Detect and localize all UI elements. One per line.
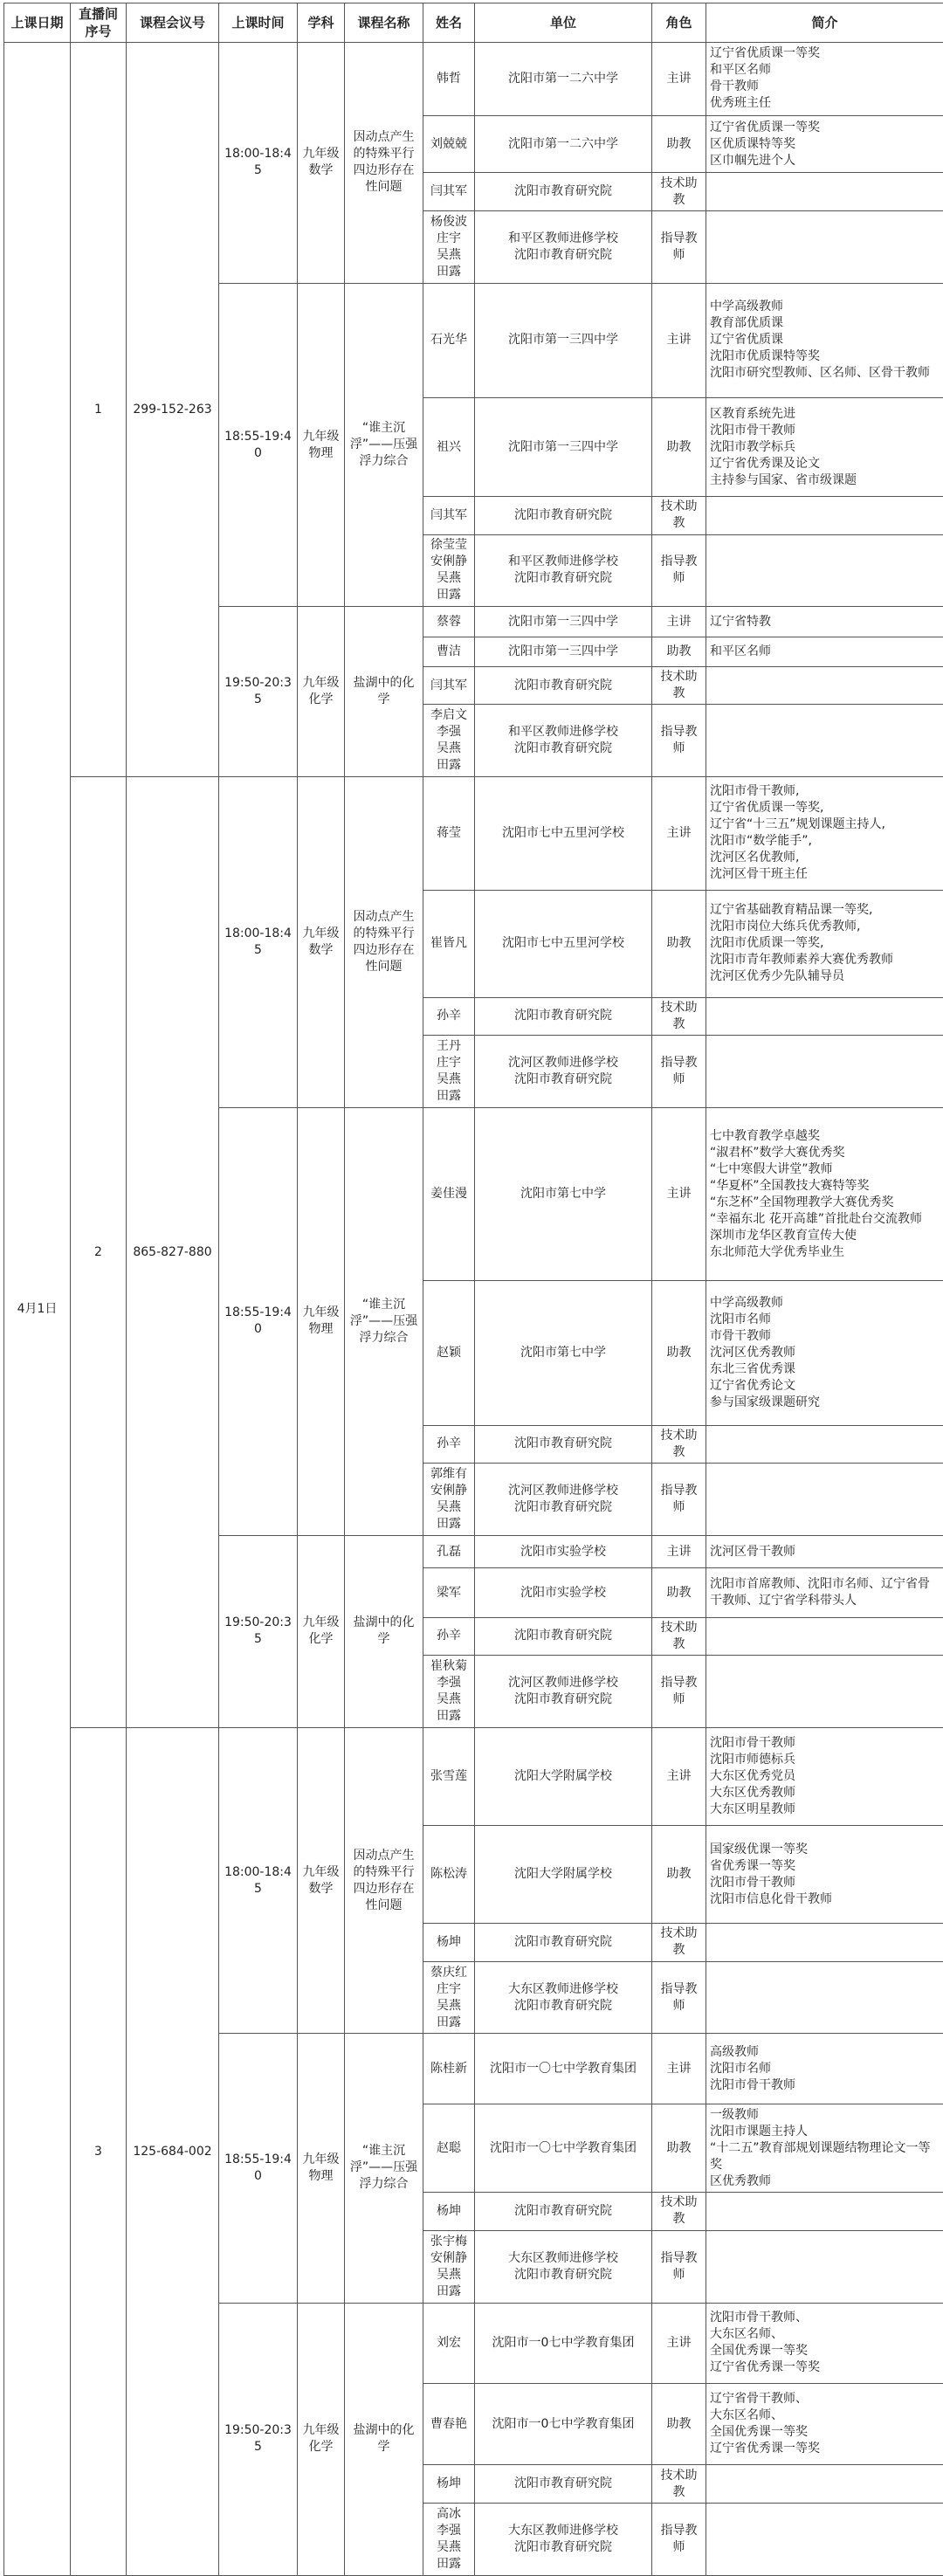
person-unit: 沈阳市实验学校 [475, 1535, 652, 1567]
person-role: 指导教师 [652, 534, 706, 607]
person-unit: 沈阳市一0七中学教育集团 [475, 2303, 652, 2384]
person-bio: 辽宁省特教 [706, 607, 943, 637]
person-bio: 中学高级教师 教育部优质课 辽宁省优质课 沈阳市优质课特等奖 沈阳市研究型教师、区名师、区骨干教师 [706, 283, 943, 397]
person-role: 主讲 [652, 607, 706, 637]
person-bio [706, 1656, 943, 1728]
person-unit: 沈阳市第一三四中学 [475, 398, 652, 497]
person-bio [706, 1036, 943, 1108]
person-unit: 沈阳市教育研究院 [475, 2465, 652, 2503]
person-role: 助教 [652, 890, 706, 997]
meeting-id: 299-152-263 [127, 43, 219, 777]
person-unit: 沈阳市七中五里河学校 [475, 890, 652, 997]
schedule-table [3, 3, 943, 2576]
person-name: 杨俊波 庄宇 吴燕 田露 [423, 210, 475, 283]
session-subject: 九年级物理 [298, 283, 345, 607]
person-name: 徐莹莹 安俐静 吴燕 田露 [423, 534, 475, 607]
person-name: 张宇梅 安俐静 吴燕 田露 [423, 2230, 475, 2303]
person-unit: 沈阳市教育研究院 [475, 497, 652, 534]
header-room: 直播间序号 [71, 3, 127, 43]
header-bio: 简介 [706, 3, 943, 43]
session-time: 18:55-19:40 [219, 2034, 298, 2303]
person-bio: 七中教育教学卓越奖 “淑君杯”数学大赛优秀奖 “七中寒假大讲堂”教师 “华夏杯”全国教技大赛特等奖 “东芝杯”全国物理教学大赛优秀奖 “幸福东北 花开高雄”首批赴台交流教师 深圳市龙华区教育宣传大使 东北师范大学优秀毕业生 [706, 1108, 943, 1281]
person-unit: 沈阳市第七中学 [475, 1280, 652, 1425]
person-name: 闫其军 [423, 497, 475, 534]
course-name: 盐湖中的化学 [345, 2303, 423, 2576]
person-unit: 大东区教师进修学校 沈阳市教育研究院 [475, 2503, 652, 2575]
person-name: 杨坤 [423, 2193, 475, 2230]
person-unit: 沈阳大学附属学校 [475, 1826, 652, 1924]
person-bio [706, 1961, 943, 2034]
person-role: 技术助教 [652, 1425, 706, 1463]
header-course: 课程名称 [345, 3, 423, 43]
person-role: 技术助教 [652, 2193, 706, 2230]
person-bio [706, 1617, 943, 1655]
person-name: 张雪莲 [423, 1728, 475, 1826]
session-subject: 九年级化学 [298, 1535, 345, 1727]
person-role: 技术助教 [652, 173, 706, 210]
person-unit: 沈阳市第七中学 [475, 1108, 652, 1281]
person-unit: 沈河区教师进修学校 沈阳市教育研究院 [475, 1464, 652, 1536]
person-bio [706, 534, 943, 607]
person-name: 曹洁 [423, 637, 475, 666]
person-role: 技术助教 [652, 1924, 706, 1961]
person-role: 技术助教 [652, 1617, 706, 1655]
person-name: 祖兴 [423, 398, 475, 497]
person-bio: 辽宁省优质课一等奖 和平区名师 骨干教师 优秀班主任 [706, 43, 943, 116]
person-role: 主讲 [652, 777, 706, 890]
person-role: 技术助教 [652, 497, 706, 534]
person-name: 闫其军 [423, 667, 475, 705]
person-role: 助教 [652, 1568, 706, 1618]
person-bio [706, 997, 943, 1035]
session-subject: 九年级化学 [298, 607, 345, 777]
person-name: 闫其军 [423, 173, 475, 210]
person-bio [706, 667, 943, 705]
person-role: 指导教师 [652, 1656, 706, 1728]
person-bio [706, 2465, 943, 2503]
header-date: 上课日期 [4, 3, 71, 43]
person-role: 主讲 [652, 1728, 706, 1826]
person-unit: 沈阳市第一三四中学 [475, 283, 652, 397]
person-role: 主讲 [652, 2303, 706, 2384]
person-unit: 沈阳市第一二六中学 [475, 43, 652, 116]
person-role: 助教 [652, 1826, 706, 1924]
session-time: 19:50-20:35 [219, 2303, 298, 2576]
person-name: 孙辛 [423, 997, 475, 1035]
course-name: 盐湖中的化学 [345, 1535, 423, 1727]
person-role: 技术助教 [652, 997, 706, 1035]
person-name: 石光华 [423, 283, 475, 397]
person-role: 技术助教 [652, 2465, 706, 2503]
person-unit: 沈阳市七中五里河学校 [475, 777, 652, 890]
person-name: 刘兢兢 [423, 115, 475, 173]
person-role: 主讲 [652, 1108, 706, 1281]
person-bio [706, 2503, 943, 2575]
table-row [4, 777, 943, 890]
person-name: 陈松涛 [423, 1826, 475, 1924]
course-name: “谁主沉浮”——压强浮力综合 [345, 2034, 423, 2303]
session-time: 18:00-18:45 [219, 1728, 298, 2034]
person-unit: 沈河区教师进修学校 沈阳市教育研究院 [475, 1036, 652, 1108]
person-unit: 沈阳大学附属学校 [475, 1728, 652, 1826]
person-role: 主讲 [652, 1535, 706, 1567]
person-bio [706, 2230, 943, 2303]
person-bio: 辽宁省骨干教师、 大东区名师、 全国优秀课一等奖 辽宁省优秀课一等奖 [706, 2384, 943, 2465]
session-time: 18:55-19:40 [219, 1108, 298, 1536]
person-role: 助教 [652, 2104, 706, 2193]
date-cell: 4月1日 [4, 43, 71, 2576]
person-role: 主讲 [652, 2034, 706, 2104]
person-role: 指导教师 [652, 2503, 706, 2575]
header-time: 上课时间 [219, 3, 298, 43]
person-name: 高冰 李强 吴燕 田露 [423, 2503, 475, 2575]
person-name: 郭维有 安俐静 吴燕 田露 [423, 1464, 475, 1536]
header-role: 角色 [652, 3, 706, 43]
room-number: 2 [71, 777, 127, 1728]
course-name: 因动点产生的特殊平行四边形存在性问题 [345, 777, 423, 1108]
person-role: 主讲 [652, 43, 706, 116]
person-bio: 和平区名师 [706, 637, 943, 666]
person-unit: 和平区教师进修学校 沈阳市教育研究院 [475, 705, 652, 777]
person-name: 孔磊 [423, 1535, 475, 1567]
person-role: 助教 [652, 637, 706, 666]
person-name: 蔡蓉 [423, 607, 475, 637]
person-unit: 沈阳市实验学校 [475, 1568, 652, 1618]
course-name: 盐湖中的化学 [345, 607, 423, 777]
person-unit: 沈阳市一0七中学教育集团 [475, 2384, 652, 2465]
person-name: 陈桂新 [423, 2034, 475, 2104]
person-unit: 沈河区教师进修学校 沈阳市教育研究院 [475, 1656, 652, 1728]
person-bio: 沈阳市骨干教师 沈阳市师德标兵 大东区优秀党员 大东区优秀教师 大东区明星教师 [706, 1728, 943, 1826]
person-bio: 辽宁省优质课一等奖 区优质课特等奖 区巾帼先进个人 [706, 115, 943, 173]
person-name: 曹春艳 [423, 2384, 475, 2465]
person-bio: 高级教师 沈阳市名师 沈阳市骨干教师 [706, 2034, 943, 2104]
session-subject: 九年级物理 [298, 2034, 345, 2303]
schedule-body [4, 43, 943, 2576]
person-bio: 国家级优课一等奖 省优秀课一等奖 沈阳市骨干教师 沈阳市信息化骨干教师 [706, 1826, 943, 1924]
person-unit: 沈阳市教育研究院 [475, 667, 652, 705]
person-unit: 大东区教师进修学校 沈阳市教育研究院 [475, 1961, 652, 2034]
person-name: 崔皆凡 [423, 890, 475, 997]
session-subject: 九年级化学 [298, 2303, 345, 2576]
person-name: 蔡庆红 庄宇 吴燕 田露 [423, 1961, 475, 2034]
person-role: 助教 [652, 398, 706, 497]
person-unit: 沈阳市一〇七中学教育集团 [475, 2104, 652, 2193]
person-bio [706, 210, 943, 283]
course-name: “谁主沉浮”——压强浮力综合 [345, 1108, 423, 1536]
course-name: 因动点产生的特殊平行四边形存在性问题 [345, 1728, 423, 2034]
session-time: 18:00-18:45 [219, 43, 298, 284]
person-unit: 和平区教师进修学校 沈阳市教育研究院 [475, 210, 652, 283]
header-row [4, 3, 943, 43]
person-unit: 沈阳市教育研究院 [475, 2193, 652, 2230]
person-role: 指导教师 [652, 210, 706, 283]
session-subject: 九年级数学 [298, 43, 345, 284]
person-bio: 区教育系统先进 沈阳市骨干教师 沈阳市教学标兵 辽宁省优秀课及论文 主持参与国家、省市级课题 [706, 398, 943, 497]
session-time: 18:55-19:40 [219, 283, 298, 607]
person-unit: 沈阳市第一三四中学 [475, 607, 652, 637]
session-subject: 九年级数学 [298, 1728, 345, 2034]
person-bio: 沈河区骨干教师 [706, 1535, 943, 1567]
person-unit: 大东区教师进修学校 沈阳市教育研究院 [475, 2230, 652, 2303]
person-name: 李启文 李强 吴燕 田露 [423, 705, 475, 777]
header-subject: 学科 [298, 3, 345, 43]
session-time: 19:50-20:35 [219, 1535, 298, 1727]
person-name: 赵聪 [423, 2104, 475, 2193]
person-bio [706, 2193, 943, 2230]
person-unit: 沈阳市第一三四中学 [475, 637, 652, 666]
meeting-id: 865-827-880 [127, 777, 219, 1728]
person-bio: 沈阳市骨干教师, 辽宁省优质课一等奖, 辽宁省“十三五”规划课题主持人, 沈阳市“数学能手”, 沈河区名优教师, 沈河区骨干班主任 [706, 777, 943, 890]
person-name: 崔秋菊 李强 吴燕 田露 [423, 1656, 475, 1728]
person-role: 助教 [652, 2384, 706, 2465]
person-name: 韩哲 [423, 43, 475, 116]
person-bio: 中学高级教师 沈阳市名师 市骨干教师 沈河区优秀教师 东北三省优秀课 辽宁省优秀论文 参与国家级课题研究 [706, 1280, 943, 1425]
person-name: 蒋莹 [423, 777, 475, 890]
person-role: 指导教师 [652, 2230, 706, 2303]
person-unit: 沈阳市教育研究院 [475, 1924, 652, 1961]
person-role: 指导教师 [652, 1464, 706, 1536]
person-role: 助教 [652, 115, 706, 173]
person-role: 指导教师 [652, 705, 706, 777]
header-name: 姓名 [423, 3, 475, 43]
person-bio [706, 497, 943, 534]
person-name: 孙辛 [423, 1425, 475, 1463]
person-unit: 沈阳市一〇七中学教育集团 [475, 2034, 652, 2104]
person-bio: 沈阳市骨干教师、 大东区名师、 全国优秀课一等奖 辽宁省优秀课一等奖 [706, 2303, 943, 2384]
person-bio [706, 705, 943, 777]
session-subject: 九年级数学 [298, 777, 345, 1108]
person-bio: 辽宁省基础教育精品课一等奖, 沈阳市岗位大练兵优秀教师, 沈阳市优质课一等奖, 沈阳市青年教师素养大赛优秀教师 沈河区优秀少先队辅导员 [706, 890, 943, 997]
table-row [4, 43, 943, 116]
table-row [4, 1728, 943, 1826]
person-role: 助教 [652, 1280, 706, 1425]
room-number: 3 [71, 1728, 127, 2576]
person-unit: 沈阳市第一二六中学 [475, 115, 652, 173]
person-role: 指导教师 [652, 1961, 706, 2034]
person-name: 刘宏 [423, 2303, 475, 2384]
meeting-id: 125-684-002 [127, 1728, 219, 2576]
course-name: “谁主沉浮”——压强浮力综合 [345, 283, 423, 607]
person-unit: 沈阳市教育研究院 [475, 1617, 652, 1655]
person-name: 梁军 [423, 1568, 475, 1618]
header-meeting: 课程会议号 [127, 3, 219, 43]
person-name: 杨坤 [423, 1924, 475, 1961]
person-unit: 沈阳市教育研究院 [475, 997, 652, 1035]
person-unit: 和平区教师进修学校 沈阳市教育研究院 [475, 534, 652, 607]
session-subject: 九年级物理 [298, 1108, 345, 1536]
person-bio [706, 1464, 943, 1536]
person-bio: 沈阳市首席教师、沈阳市名师、辽宁省骨干教师、辽宁省学科带头人 [706, 1568, 943, 1618]
person-role: 指导教师 [652, 1036, 706, 1108]
header-unit: 单位 [475, 3, 652, 43]
person-role: 主讲 [652, 283, 706, 397]
person-bio: 一级教师 沈阳市课题主持人 “十二五”教育部规划课题结物理论文一等奖 区优秀教师 [706, 2104, 943, 2193]
person-role: 技术助教 [652, 667, 706, 705]
person-bio [706, 1425, 943, 1463]
person-bio [706, 173, 943, 210]
session-time: 18:00-18:45 [219, 777, 298, 1108]
course-name: 因动点产生的特殊平行四边形存在性问题 [345, 43, 423, 284]
person-unit: 沈阳市教育研究院 [475, 1425, 652, 1463]
person-name: 孙辛 [423, 1617, 475, 1655]
person-name: 赵颖 [423, 1280, 475, 1425]
room-number: 1 [71, 43, 127, 777]
person-unit: 沈阳市教育研究院 [475, 173, 652, 210]
person-name: 姜佳漫 [423, 1108, 475, 1281]
person-bio [706, 1924, 943, 1961]
person-name: 杨坤 [423, 2465, 475, 2503]
session-time: 19:50-20:35 [219, 607, 298, 777]
person-name: 王丹 庄宇 吴燕 田露 [423, 1036, 475, 1108]
